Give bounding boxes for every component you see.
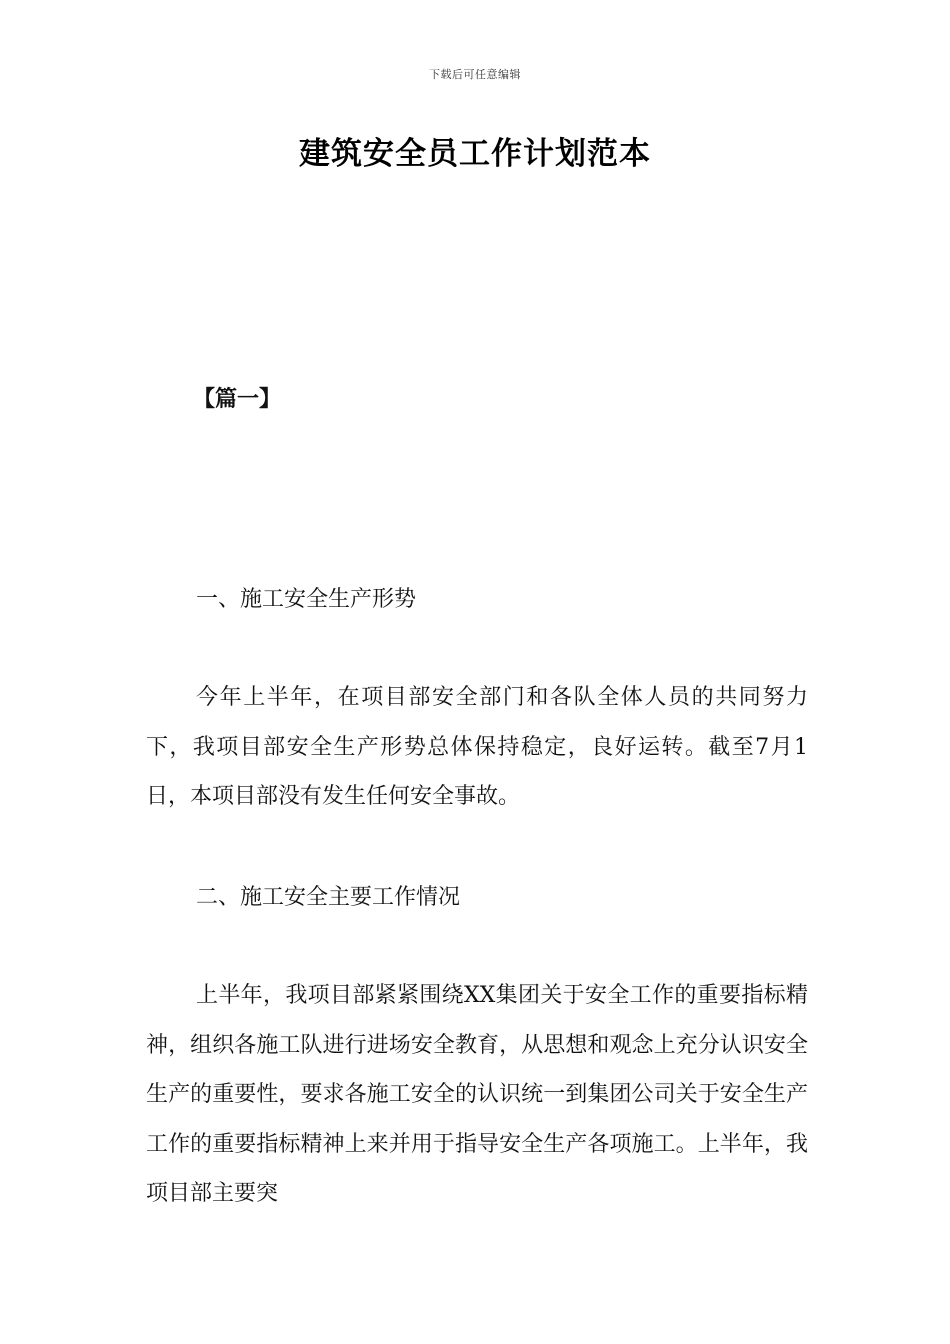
section-heading-1: 一、施工安全生产形势 [196,587,417,612]
paragraph-2: 上半年，我项目部紧紧围绕XX集团关于安全工作的重要指标精神，组织各施工队进行进场安全教育，从思想和观念上充分认识安全生产的重要性，要求各施工安全的认识统一到集团公司关于安全生产工作的重要指标精神上来并用于指导安全生产各项施工。上半年，我项目部主要突 [146,983,808,1206]
section-tag: 【篇一】 [193,387,282,412]
section-heading-2: 二、施工安全主要工作情况 [196,885,461,910]
paragraph-1: 今年上半年，在项目部安全部门和各队全体人员的共同努力下，我项目部安全生产形势总体保持稳定，良好运转。截至7月1日，本项目部没有发生任何安全事故。 [146,685,808,809]
document-title: 建筑安全员工作计划范本 [299,136,651,172]
header-note: 下载后可任意编辑 [429,68,521,81]
